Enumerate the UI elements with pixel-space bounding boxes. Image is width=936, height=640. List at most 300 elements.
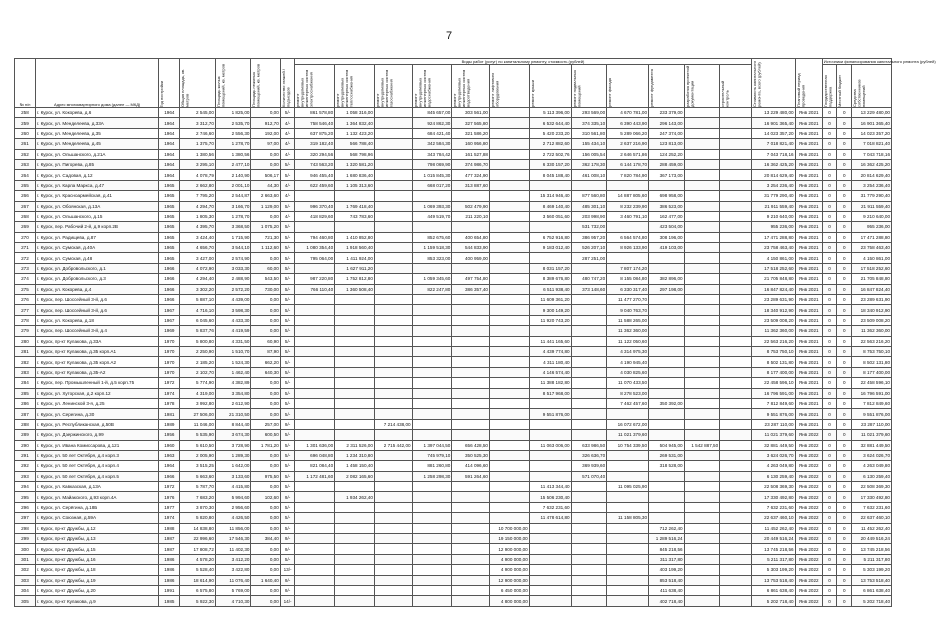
row-living-area: 1 825,00 bbox=[215, 108, 251, 118]
row-local-budget: 0 bbox=[837, 305, 852, 315]
row-work-cost bbox=[571, 398, 607, 408]
row-total-cost: 11 021 379,60 bbox=[751, 430, 795, 440]
row-work-cost bbox=[720, 305, 751, 315]
row-work-cost bbox=[335, 346, 375, 356]
row-work-cost: 11 388 182,80 bbox=[529, 378, 571, 388]
row-work-cost bbox=[684, 191, 720, 201]
row-number: 264 bbox=[15, 170, 36, 180]
row-work-cost: 156 005,54 bbox=[571, 149, 607, 159]
row-work-cost: 319 182,40 bbox=[295, 139, 335, 149]
row-floors: 5/- bbox=[280, 461, 295, 471]
row-non-living-area: 0,00 bbox=[251, 544, 280, 554]
row-work-cost: 162 477,00 bbox=[649, 211, 685, 221]
row-work-cost bbox=[335, 305, 375, 315]
row-non-living-area: 2 663,60 bbox=[251, 191, 280, 201]
row-address: г. Курск, пер. Шоссейный 3-й, д.6 bbox=[35, 295, 158, 305]
row-total-cost: 16 796 591,00 bbox=[751, 388, 795, 398]
row-living-area: 1 278,70 bbox=[215, 211, 251, 221]
row-work-cost: 3 460 791,10 bbox=[607, 211, 649, 221]
row-owners-funds: 11 452 262,40 bbox=[852, 523, 892, 533]
row-period: Янв 2022 bbox=[795, 575, 822, 585]
row-period: Янв 2022 bbox=[795, 492, 822, 502]
row-year: 1960 bbox=[159, 440, 180, 450]
table-row bbox=[15, 201, 892, 211]
row-total-cost: 3 624 026,70 bbox=[751, 450, 795, 460]
row-year: 1981 bbox=[159, 409, 180, 419]
row-living-area: 2 535,70 bbox=[215, 118, 251, 128]
row-total-area: 5 535,90 bbox=[180, 430, 216, 440]
row-work-cost bbox=[684, 149, 720, 159]
row-total-area: 18 614,90 bbox=[180, 575, 216, 585]
row-total-area: 4 294,40 bbox=[180, 274, 216, 284]
row-local-budget: 0 bbox=[837, 211, 852, 221]
row-work-cost bbox=[607, 565, 649, 575]
row-work-cost bbox=[720, 274, 751, 284]
row-work-cost bbox=[684, 585, 720, 595]
row-work-cost: 7 214 438,00 bbox=[374, 419, 412, 429]
row-total-cost: 5 303 199,20 bbox=[751, 565, 795, 575]
row-floors: 5/- bbox=[280, 398, 295, 408]
row-year: 1966 bbox=[159, 274, 180, 284]
row-work-cost bbox=[684, 274, 720, 284]
row-work-cost bbox=[374, 139, 412, 149]
row-local-budget: 0 bbox=[837, 367, 852, 377]
row-work-cost bbox=[649, 378, 685, 388]
row-owners-funds: 8 177 400,00 bbox=[852, 367, 892, 377]
row-work-cost bbox=[571, 513, 607, 523]
row-non-living-area: 730,00 bbox=[251, 284, 280, 294]
row-period: Янв 2021 bbox=[795, 388, 822, 398]
row-work-cost bbox=[490, 180, 530, 190]
row-living-area: 3 728,90 bbox=[215, 440, 251, 450]
row-work-cost bbox=[452, 378, 490, 388]
row-work-cost: 161 527,88 bbox=[452, 149, 490, 159]
row-total-cost: 22 508 369,30 bbox=[751, 482, 795, 492]
row-work-cost bbox=[374, 513, 412, 523]
row-floors: 5/- bbox=[280, 388, 295, 398]
row-work-cost bbox=[374, 367, 412, 377]
row-work-cost: 374 335,10 bbox=[571, 118, 607, 128]
row-work-cost bbox=[335, 523, 375, 533]
row-work-cost bbox=[490, 450, 530, 460]
row-year: 1991 bbox=[159, 585, 180, 595]
row-work-cost bbox=[374, 502, 412, 512]
row-living-area: 4 433,30 bbox=[215, 315, 251, 325]
row-period: Янв 2022 bbox=[795, 482, 822, 492]
row-work-cost bbox=[490, 128, 530, 138]
row-work-cost bbox=[452, 544, 490, 554]
row-work-cost: 211 220,10 bbox=[452, 211, 490, 221]
row-non-living-area: 0,00 bbox=[251, 326, 280, 336]
row-total-area: 5 787,70 bbox=[180, 482, 216, 492]
row-number: 282 bbox=[15, 357, 36, 367]
row-work-cost bbox=[720, 585, 751, 595]
row-total-area: 3 515,25 bbox=[180, 461, 216, 471]
row-non-living-area: 662,20 bbox=[251, 357, 280, 367]
row-work-cost: 11 158 805,30 bbox=[607, 513, 649, 523]
row-number: 260 bbox=[15, 128, 36, 138]
row-work-cost: 247 374,00 bbox=[649, 128, 685, 138]
row-year: 1988 bbox=[159, 523, 180, 533]
row-work-cost: 311 317,80 bbox=[649, 554, 685, 564]
row-work-cost bbox=[335, 336, 375, 346]
row-owners-funds: 23 289 631,90 bbox=[852, 295, 892, 305]
table-row bbox=[15, 118, 892, 128]
row-work-cost bbox=[374, 253, 412, 263]
row-state-support: 0 bbox=[822, 471, 837, 481]
header-total-area: Общая площадь, кв. метров bbox=[180, 59, 216, 108]
table-row bbox=[15, 534, 892, 544]
row-work-cost bbox=[452, 367, 490, 377]
row-year: 1965 bbox=[159, 243, 180, 253]
row-work-cost bbox=[490, 201, 530, 211]
row-owners-funds: 23 287 110,00 bbox=[852, 419, 892, 429]
row-work-cost bbox=[684, 263, 720, 273]
row-work-cost bbox=[295, 430, 335, 440]
row-floors: 5/- bbox=[280, 378, 295, 388]
row-period: Янв 2022 bbox=[795, 523, 822, 533]
row-non-living-area: 384,40 bbox=[251, 534, 280, 544]
row-year: 1956 bbox=[159, 430, 180, 440]
row-local-budget: 0 bbox=[837, 554, 852, 564]
table-row bbox=[15, 222, 892, 232]
row-work-cost bbox=[571, 482, 607, 492]
row-work-cost bbox=[529, 554, 571, 564]
row-work-cost bbox=[295, 419, 335, 429]
row-total-cost: 8 753 750,10 bbox=[751, 346, 795, 356]
row-total-cost: 16 901 365,40 bbox=[751, 118, 795, 128]
row-work-cost bbox=[335, 419, 375, 429]
row-state-support: 0 bbox=[822, 502, 837, 512]
row-number: 283 bbox=[15, 367, 36, 377]
row-living-area: 4 710,30 bbox=[215, 596, 251, 606]
table-row bbox=[15, 336, 892, 346]
row-work-cost: 794 460,80 bbox=[295, 232, 335, 242]
row-living-area: 21 310,50 bbox=[215, 409, 251, 419]
row-living-area: 2 956,60 bbox=[215, 502, 251, 512]
row-work-cost bbox=[720, 523, 751, 533]
row-work-cost: 15 506 230,40 bbox=[529, 492, 571, 502]
row-total-cost: 23 509 008,20 bbox=[751, 315, 795, 325]
row-owners-funds: 16 362 425,20 bbox=[852, 159, 892, 169]
row-local-budget: 0 bbox=[837, 450, 852, 460]
row-work-cost bbox=[720, 211, 751, 221]
row-work-cost: 160 956,80 bbox=[452, 139, 490, 149]
row-total-cost: 955 236,00 bbox=[751, 222, 795, 232]
row-year: 1987 bbox=[159, 534, 180, 544]
row-year: 1986 bbox=[159, 575, 180, 585]
row-local-budget: 0 bbox=[837, 263, 852, 273]
row-work-cost bbox=[529, 180, 571, 190]
row-work-cost: 1 542 887,50 bbox=[684, 440, 720, 450]
row-total-cost: 8 177 400,00 bbox=[751, 367, 795, 377]
row-work-cost bbox=[684, 554, 720, 564]
row-work-cost bbox=[490, 336, 530, 346]
row-total-area: 4 716,10 bbox=[180, 305, 216, 315]
row-work-cost bbox=[452, 398, 490, 408]
header-work-col: ремонт подвальных помещений bbox=[571, 65, 607, 108]
row-year: 1977 bbox=[159, 502, 180, 512]
row-work-cost bbox=[720, 544, 751, 554]
row-state-support: 0 bbox=[822, 284, 837, 294]
row-work-cost bbox=[529, 253, 571, 263]
table-row bbox=[15, 180, 892, 190]
row-number: 298 bbox=[15, 523, 36, 533]
table-row bbox=[15, 367, 892, 377]
row-state-support: 0 bbox=[822, 554, 837, 564]
row-total-cost: 16 362 425,20 bbox=[751, 159, 795, 169]
row-work-cost bbox=[490, 492, 530, 502]
row-work-cost bbox=[720, 430, 751, 440]
row-work-cost bbox=[295, 575, 335, 585]
row-work-cost: 10 700 000,00 bbox=[490, 523, 530, 533]
row-work-cost: 4 314 975,30 bbox=[607, 346, 649, 356]
row-work-cost: 12 900 000,00 bbox=[490, 544, 530, 554]
row-work-cost bbox=[720, 284, 751, 294]
row-total-area: 4 319,00 bbox=[180, 388, 216, 398]
row-number: 278 bbox=[15, 315, 36, 325]
header-work-col: ремонт внутридомовых инженерных систем водоснабжения bbox=[412, 65, 452, 108]
row-work-cost bbox=[490, 346, 530, 356]
row-total-area: 7 683,20 bbox=[180, 492, 216, 502]
row-work-cost bbox=[529, 523, 571, 533]
row-living-area: 3 674,30 bbox=[215, 430, 251, 440]
row-work-cost bbox=[720, 253, 751, 263]
row-number: 275 bbox=[15, 284, 36, 294]
row-work-cost: 400 654,80 bbox=[452, 232, 490, 242]
row-total-cost: 13 753 518,40 bbox=[751, 575, 795, 585]
row-local-budget: 0 bbox=[837, 440, 852, 450]
row-work-cost: 411 638,40 bbox=[649, 585, 685, 595]
row-work-cost bbox=[374, 450, 412, 460]
row-floors: 14/- bbox=[280, 596, 295, 606]
row-state-support: 0 bbox=[822, 305, 837, 315]
row-number: 281 bbox=[15, 346, 36, 356]
row-living-area: 11 076,40 bbox=[215, 575, 251, 585]
row-total-area: 3 302,20 bbox=[180, 284, 216, 294]
row-address: г. Курск, ул. Добровольского, д.3 bbox=[35, 274, 158, 284]
row-non-living-area: 0,00 bbox=[251, 450, 280, 460]
row-total-area: 5 837,76 bbox=[180, 326, 216, 336]
row-work-cost bbox=[374, 315, 412, 325]
row-work-cost bbox=[452, 388, 490, 398]
row-year: 1964 bbox=[159, 118, 180, 128]
row-work-cost bbox=[374, 295, 412, 305]
table-row bbox=[15, 232, 892, 242]
row-work-cost bbox=[412, 513, 452, 523]
row-local-budget: 0 bbox=[837, 139, 852, 149]
row-work-cost bbox=[374, 243, 412, 253]
row-work-cost bbox=[649, 305, 685, 315]
row-non-living-area: 0,00 bbox=[251, 585, 280, 595]
row-work-cost bbox=[374, 471, 412, 481]
row-year: 1965 bbox=[159, 211, 180, 221]
row-work-cost bbox=[490, 243, 530, 253]
table-row bbox=[15, 492, 892, 502]
row-non-living-area: 0,00 bbox=[251, 378, 280, 388]
row-work-cost bbox=[335, 367, 375, 377]
row-state-support: 0 bbox=[822, 419, 837, 429]
page-number: 7 bbox=[446, 30, 453, 42]
row-work-cost bbox=[684, 346, 720, 356]
row-work-cost bbox=[335, 585, 375, 595]
row-period: Янв 2021 bbox=[795, 191, 822, 201]
row-living-area: 4 439,00 bbox=[215, 295, 251, 305]
row-state-support: 0 bbox=[822, 513, 837, 523]
row-address: г. Курск, ул. Садовая, д.12 bbox=[35, 170, 158, 180]
row-work-cost bbox=[452, 419, 490, 429]
row-local-budget: 0 bbox=[837, 284, 852, 294]
row-work-cost: 987 220,80 bbox=[295, 274, 335, 284]
row-living-area: 3 354,80 bbox=[215, 388, 251, 398]
row-work-cost bbox=[490, 398, 530, 408]
row-work-cost bbox=[374, 430, 412, 440]
row-year: 1967 bbox=[159, 315, 180, 325]
row-work-cost: 296 143,00 bbox=[649, 118, 685, 128]
row-period: Янв 2022 bbox=[795, 450, 822, 460]
row-work-cost: 287 251,00 bbox=[571, 253, 607, 263]
row-work-cost bbox=[720, 170, 751, 180]
row-total-area: 2 250,90 bbox=[180, 346, 216, 356]
row-work-cost bbox=[452, 295, 490, 305]
row-work-cost: 1 397 044,50 bbox=[412, 440, 452, 450]
row-work-cost bbox=[295, 398, 335, 408]
row-work-cost: 8 155 084,80 bbox=[607, 274, 649, 284]
row-work-cost: 414 096,60 bbox=[452, 461, 490, 471]
row-floors: 5/- bbox=[280, 253, 295, 263]
row-work-cost bbox=[374, 108, 412, 118]
table-row bbox=[15, 159, 892, 169]
row-work-cost: 6 752 916,80 bbox=[529, 232, 571, 242]
row-work-cost: 5 113 396,00 bbox=[529, 108, 571, 118]
row-work-cost: 1 411 924,00 bbox=[335, 253, 375, 263]
row-total-area: 27 506,00 bbox=[180, 409, 216, 419]
row-living-area: 5 769,00 bbox=[215, 585, 251, 595]
row-number: 294 bbox=[15, 482, 36, 492]
row-number: 270 bbox=[15, 232, 36, 242]
row-work-cost bbox=[295, 222, 335, 232]
row-work-cost bbox=[452, 513, 490, 523]
row-work-cost bbox=[490, 149, 530, 159]
row-work-cost bbox=[571, 544, 607, 554]
row-living-area: 3 368,50 bbox=[215, 222, 251, 232]
row-work-cost bbox=[649, 336, 685, 346]
row-work-cost bbox=[295, 492, 335, 502]
row-work-cost bbox=[295, 523, 335, 533]
row-non-living-area: 0,00 bbox=[251, 409, 280, 419]
row-work-cost: 821 084,40 bbox=[295, 461, 335, 471]
header-work-col: ремонт внутридомовых инженерных систем водоотведения bbox=[452, 65, 490, 108]
table-row bbox=[15, 523, 892, 533]
row-living-area: 2 556,30 bbox=[215, 128, 251, 138]
row-living-area: 8 844,40 bbox=[215, 419, 251, 429]
row-work-cost: 2 722 502,76 bbox=[529, 149, 571, 159]
row-number: 272 bbox=[15, 253, 36, 263]
header-work-col: ремонт внутридомовых инженерных систем электроснабжения bbox=[295, 65, 335, 108]
row-local-budget: 0 bbox=[837, 388, 852, 398]
row-work-cost bbox=[295, 305, 335, 315]
table-row bbox=[15, 450, 892, 460]
row-non-living-area: 0,00 bbox=[251, 523, 280, 533]
row-work-cost: 16 072 672,00 bbox=[607, 419, 649, 429]
row-address: г. Курск, пр-кт Дружбы, д.13 bbox=[35, 534, 158, 544]
row-work-cost bbox=[490, 419, 530, 429]
row-owners-funds: 7 632 231,60 bbox=[852, 502, 892, 512]
row-work-cost bbox=[684, 544, 720, 554]
row-local-budget: 0 bbox=[837, 191, 852, 201]
row-work-cost bbox=[607, 222, 649, 232]
row-work-cost bbox=[490, 326, 530, 336]
row-total-cost: 32 881 449,50 bbox=[751, 440, 795, 450]
row-work-cost bbox=[607, 253, 649, 263]
row-local-budget: 0 bbox=[837, 315, 852, 325]
table-row bbox=[15, 554, 892, 564]
row-local-budget: 0 bbox=[837, 398, 852, 408]
row-year: 1974 bbox=[159, 513, 180, 523]
row-work-cost bbox=[684, 357, 720, 367]
row-state-support: 0 bbox=[822, 357, 837, 367]
row-number: 271 bbox=[15, 243, 36, 253]
row-work-cost: 6 564 574,80 bbox=[607, 232, 649, 242]
row-work-cost: 297 198,00 bbox=[649, 284, 685, 294]
row-owners-funds: 23 509 008,20 bbox=[852, 315, 892, 325]
row-non-living-area: 0,00 bbox=[251, 149, 280, 159]
row-total-cost: 17 518 252,60 bbox=[751, 263, 795, 273]
row-work-cost bbox=[607, 180, 649, 190]
row-work-cost bbox=[295, 367, 335, 377]
row-work-cost bbox=[452, 430, 490, 440]
row-work-cost bbox=[335, 565, 375, 575]
row-work-cost bbox=[571, 180, 607, 190]
row-work-cost bbox=[412, 575, 452, 585]
row-local-budget: 0 bbox=[837, 378, 852, 388]
row-work-cost bbox=[607, 534, 649, 544]
row-period: Янв 2021 bbox=[795, 253, 822, 263]
row-living-area: 2 612,90 bbox=[215, 398, 251, 408]
row-work-cost bbox=[684, 326, 720, 336]
row-work-cost bbox=[412, 492, 452, 502]
header-owners-funds: Средства собственников помещений bbox=[852, 65, 892, 108]
row-work-cost bbox=[490, 513, 530, 523]
row-owners-funds: 3 254 236,40 bbox=[852, 180, 892, 190]
row-non-living-area: 44,30 bbox=[251, 180, 280, 190]
row-work-cost: 1 769 418,40 bbox=[335, 201, 375, 211]
row-work-cost bbox=[452, 191, 490, 201]
row-work-cost bbox=[335, 513, 375, 523]
row-living-area: 4 415,80 bbox=[215, 482, 251, 492]
row-state-support: 0 bbox=[822, 253, 837, 263]
row-total-area: 7 795,20 bbox=[180, 191, 216, 201]
row-work-cost: 7 632 231,60 bbox=[529, 502, 571, 512]
row-work-cost bbox=[720, 191, 751, 201]
row-work-cost bbox=[684, 222, 720, 232]
row-floors: 5/- bbox=[280, 232, 295, 242]
row-work-cost: 155 434,10 bbox=[571, 139, 607, 149]
row-work-cost: 403 199,20 bbox=[649, 565, 685, 575]
row-work-cost: 313 887,60 bbox=[452, 180, 490, 190]
row-work-cost: 2 082 165,60 bbox=[335, 471, 375, 481]
row-year: 1986 bbox=[159, 554, 180, 564]
row-work-cost: 318 528,00 bbox=[649, 461, 685, 471]
row-work-cost: 712 262,40 bbox=[649, 523, 685, 533]
row-work-cost bbox=[684, 388, 720, 398]
row-work-cost bbox=[720, 409, 751, 419]
row-state-support: 0 bbox=[822, 180, 837, 190]
table-row bbox=[15, 191, 892, 201]
row-work-cost: 6 390 443,90 bbox=[607, 118, 649, 128]
row-state-support: 0 bbox=[822, 315, 837, 325]
row-work-cost bbox=[295, 534, 335, 544]
